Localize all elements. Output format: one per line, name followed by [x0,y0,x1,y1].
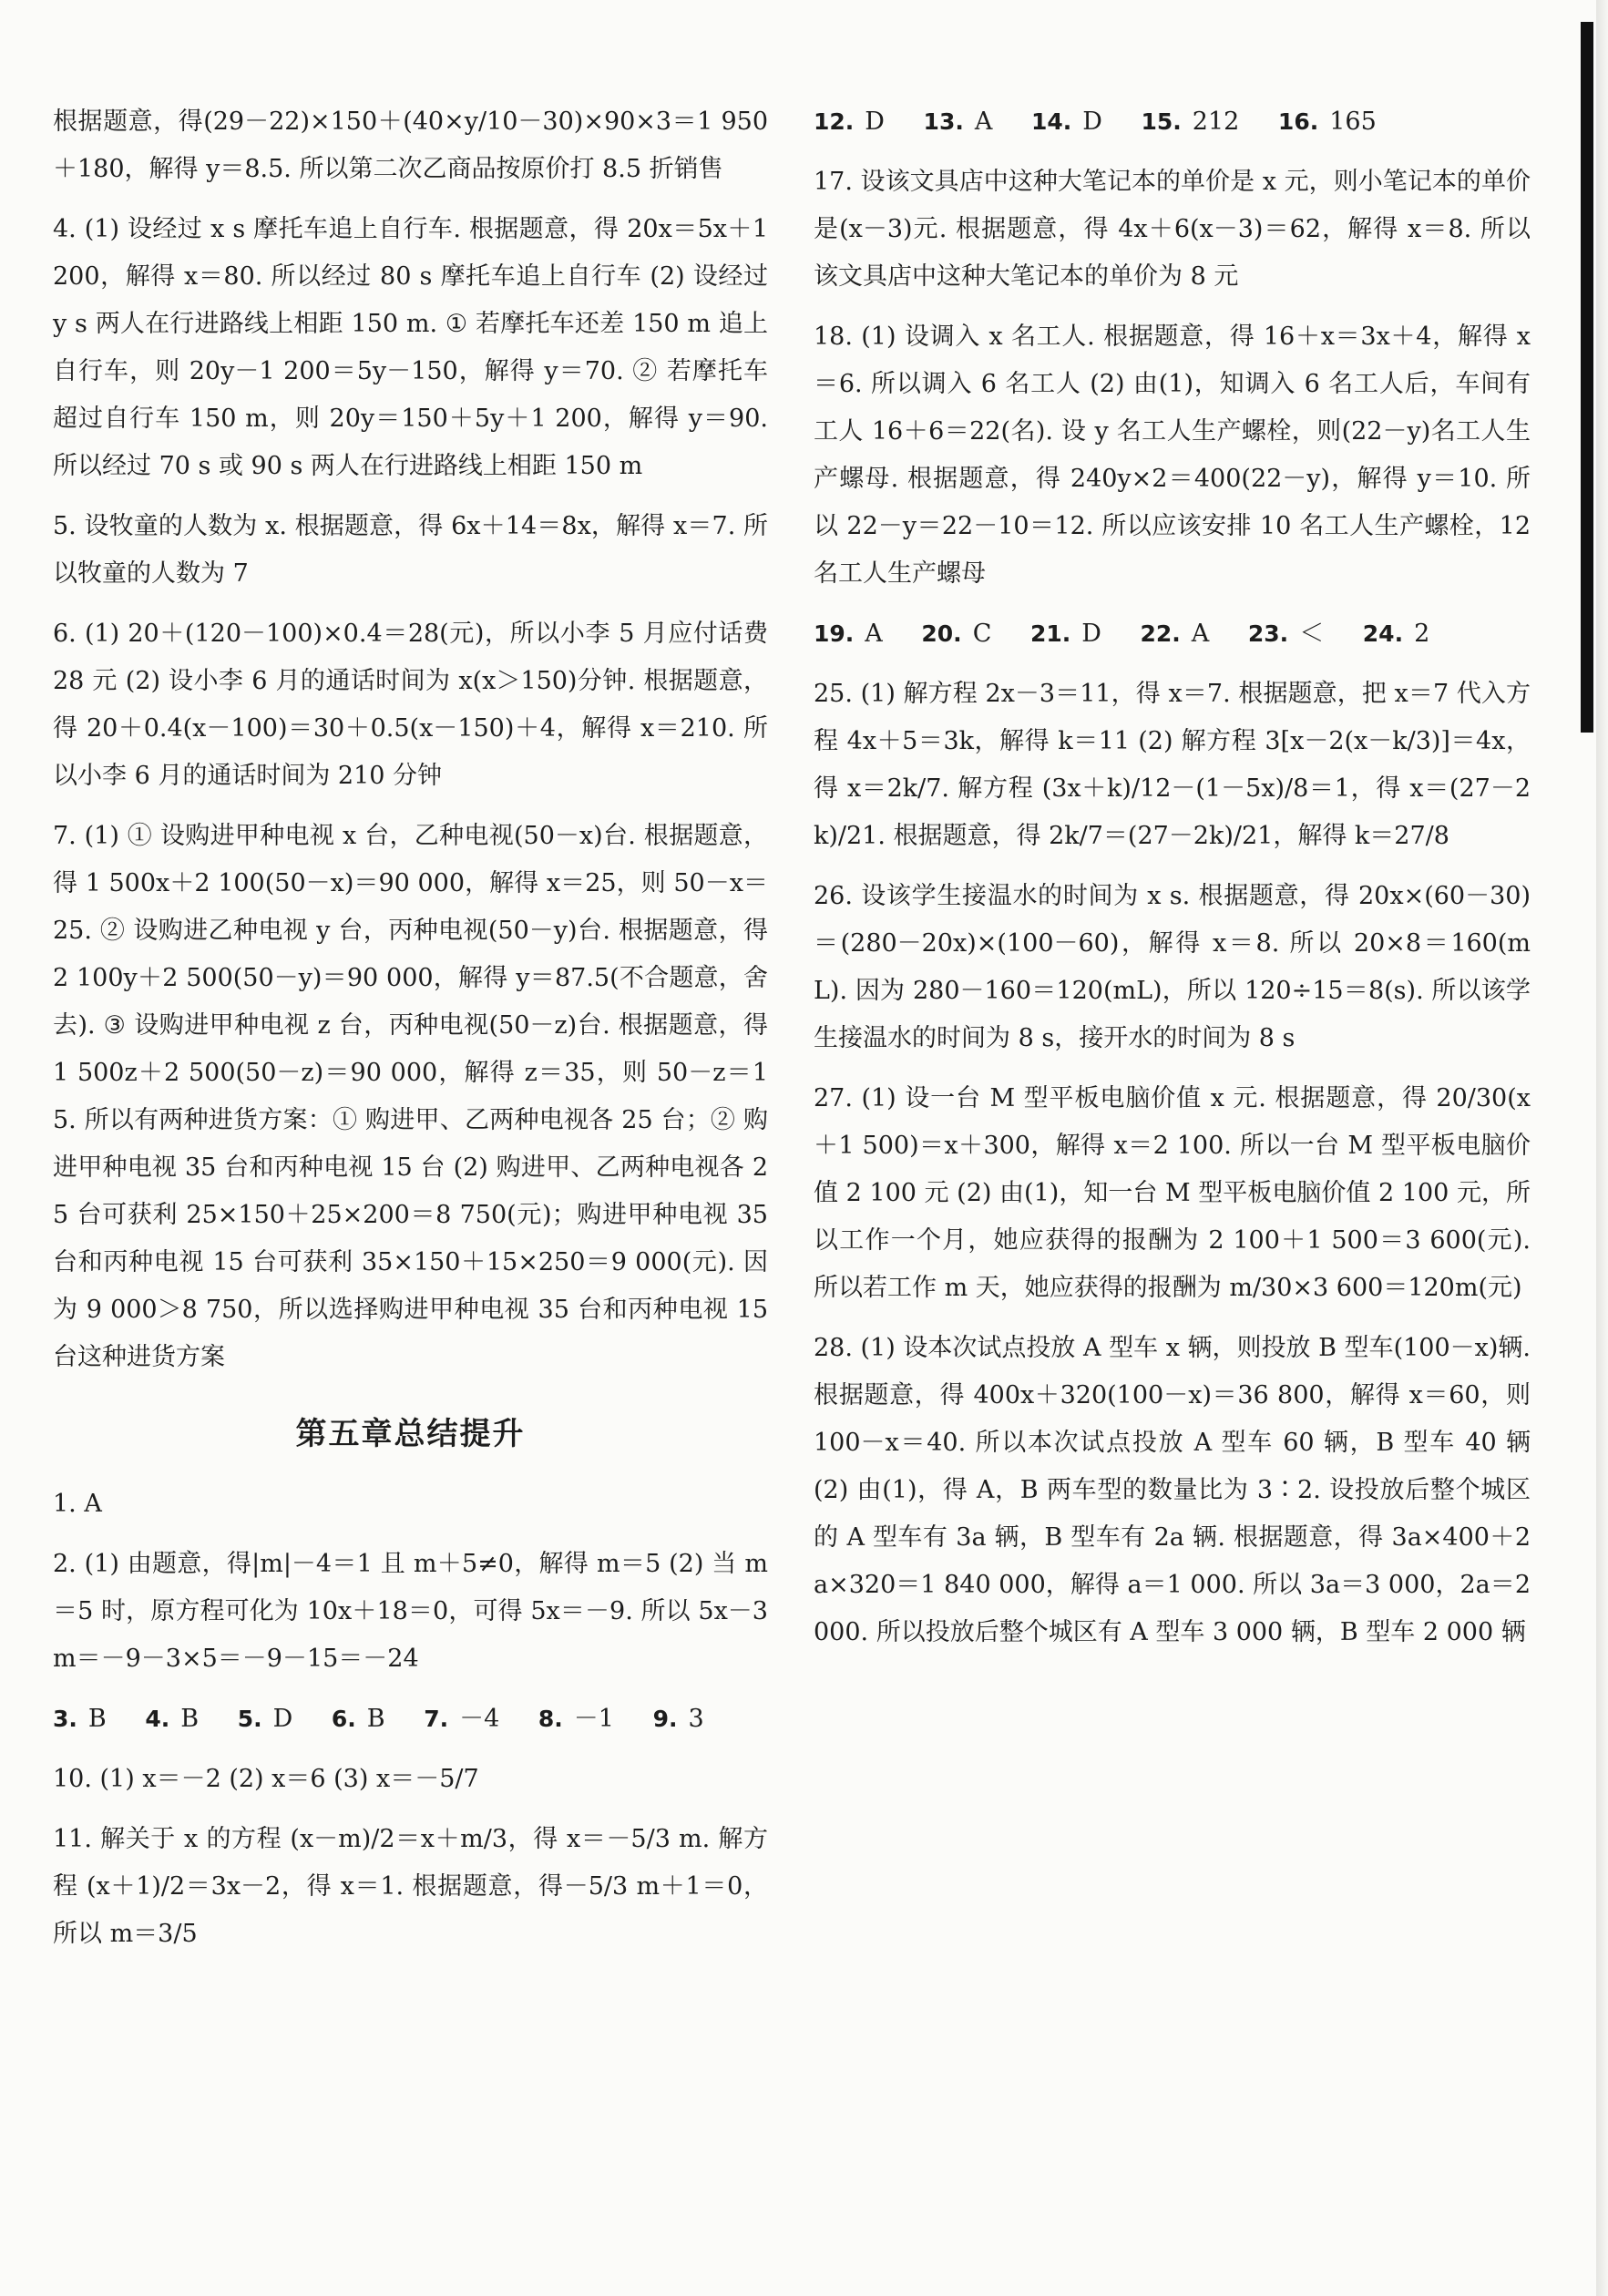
summary-q28: 28. (1) 设本次试点投放 A 型车 x 辆，则投放 B 型车(100－x)辆. 根据题意，得 400x＋320(100－x)＝36 800，解得 x＝60，则 100－x＝40. 所以本次试点投放 A 型车 60 辆，B 型车 40 辆 (2) 由(1)，得 A，B 两车型的数量比为 3∶2. 设投放后整个城区的 A 型车有 3a 辆，B 型车有 2a 辆. 根据题意，得 3a×400＋2a×320＝1 840 000，解得 a＝1 000. 所以 3a＝3 000，2a＝2 000. 所以投放后整个城区有 A 型车 3 000 辆，B 型车 2 000 辆 [814,1334,1531,1646]
choice-item: 15. 212 [1141,108,1240,136]
answer-q4: 4. (1) 设经过 x s 摩托车追上自行车. 根据题意，得 20x＝5x＋1 200，解得 x＝80. 所以经过 80 s 摩托车追上自行车 (2) 设经过 y s 两人在行进路线上相距 150 m. ① 若摩托车还差 150 m 追上自行车，则 20y－1 200＝5y－150，解得 y＝70. ② 若摩托车超过自行车 150 m，则 20y＝150＋5y＋1 200，解得 y＝90. 所以经过 70 s 或 90 s 两人在行进路线上相距 150 m [53,215,768,480]
choice-item: 13. A [923,108,993,136]
choice-item: 14. D [1030,108,1102,136]
choice-item: 21. D [1029,620,1101,648]
summary-q12-16-row [814,98,1531,146]
choice-item: 24. 2 [1362,620,1430,648]
choice-item: 16. 165 [1277,108,1377,136]
page-edge-shadow [1596,0,1608,2296]
choice-item: 12. D [814,108,885,136]
choice-item: 7. －4 [424,1705,500,1733]
summary-q2: 2. (1) 由题意，得|m|－4＝1 且 m＋5≠0，解得 m＝5 (2) 当 m＝5 时，原方程可化为 10x＋18＝0，可得 5x＝－9. 所以 5x－3m＝－9－3×5＝－9－15＝－24 [53,1550,768,1673]
choice-item: 8. －1 [538,1705,614,1733]
summary-q10: 10. (1) x＝－2 (2) x＝6 (3) x＝－5/7 [53,1765,479,1793]
answer-q5: 5. 设牧童的人数为 x. 根据题意，得 6x＋14＝8x，解得 x＝7. 所以牧童的人数为 7 [53,512,768,588]
summary-q26: 26. 设该学生接温水的时间为 x s. 根据题意，得 20x×(60－30)＝(280－20x)×(100－60)，解得 x＝8. 所以 20×8＝160(mL). 因为 280－160＝120(mL)，所以 120÷15＝8(s). 所以该学生接温水的时间为 8 s，接开水的时间为 8 s [814,882,1531,1052]
choice-item: 4. B [145,1705,200,1733]
choice-item: 22. A [1140,620,1210,648]
choice-item: 23. ＜ [1247,620,1325,648]
summary-q27: 27. (1) 设一台 M 型平板电脑价值 x 元. 根据题意，得 20/30(x＋1 500)＝x＋300，解得 x＝2 100. 所以一台 M 型平板电脑价值 2 100 元 (2) 由(1)，知一台 M 型平板电脑价值 2 100 元，所以工作一个月，她应获得的报酬为 2 100＋1 500＝3 600(元). 所以若工作 m 天，她应获得的报酬为 m/30×3 600＝120m(元) [814,1084,1531,1302]
summary-q11: 11. 解关于 x 的方程 (x－m)/2＝x＋m/3，得 x＝－5/3 m. 解方程 (x＋1)/2＝3x－2，得 x＝1. 根据题意，得－5/3 m＋1＝0，所以 m＝3/5 [53,1825,768,1948]
choice-item: 6. B [331,1705,385,1733]
answer-q3-continued: 根据题意，得(29－22)×150＋(40×y/10－30)×90×3＝1 950＋180，解得 y＝8.5. 所以第二次乙商品按原价打 8.5 折销售 [53,108,768,183]
right-column [814,98,1531,1669]
chapter-summary-heading: 第五章总结提升 [295,1416,526,1452]
choice-item: 19. A [814,620,883,648]
summary-q1: 1. A [53,1490,102,1518]
choice-item: 3. B [53,1705,107,1733]
choice-item: 20. C [921,620,992,648]
summary-q19-24-row [814,610,1531,658]
choice-item: 9. 3 [652,1705,704,1733]
summary-q3-9-row [53,1696,768,1743]
summary-q18: 18. (1) 设调入 x 名工人. 根据题意，得 16＋x＝3x＋4，解得 x＝6. 所以调入 6 名工人 (2) 由(1)，知调入 6 名工人后，车间有工人 16＋6＝22(名). 设 y 名工人生产螺栓，则(22－y)名工人生产螺母. 根据题意，得 240y×2＝400(22－y)，解得 y＝10. 所以 22－y＝22－10＝12. 所以应该安排 10 名工人生产螺栓，12 名工人生产螺母 [814,323,1531,588]
page-binding-edge [1581,22,1593,733]
choice-item: 5. D [237,1705,293,1733]
answer-q6: 6. (1) 20＋(120－100)×0.4＝28(元)，所以小李 5 月应付话费 28 元 (2) 设小李 6 月的通话时间为 x(x＞150)分钟. 根据题意，得 20＋0.4(x－100)＝30＋0.5(x－150)＋4，解得 x＝210. 所以小李 6 月的通话时间为 210 分钟 [53,620,768,790]
summary-q17: 17. 设该文具店中这种大笔记本的单价是 x 元，则小笔记本的单价是(x－3)元. 根据题意，得 4x＋6(x－3)＝62，解得 x＝8. 所以该文具店中这种大笔记本的单价为 8 元 [814,168,1531,291]
answer-q7: 7. (1) ① 设购进甲种电视 x 台，乙种电视(50－x)台. 根据题意，得 1 500x＋2 100(50－x)＝90 000，解得 x＝25，则 50－x＝25. ② 设购进乙种电视 y 台，丙种电视(50－y)台. 根据题意，得 2 100y＋2 500(50－y)＝90 000，解得 y＝87.5(不合题意，舍去). ③ 设购进甲种电视 z 台，丙种电视(50－z)台. 根据题意，得 1 500z＋2 500(50－z)＝90 000，解得 z＝35，则 50－z＝15. 所以有两种进货方案：① 购进甲、乙两种电视各 25 台；② 购进甲种电视 35 台和丙种电视 15 台 (2) 购进甲、乙两种电视各 25 台可获利 25×150＋25×200＝8 750(元)；购进甲种电视 35 台和丙种电视 15 台可获利 35×150＋15×250＝9 000(元). 因为 9 000＞8 750，所以选择购进甲种电视 35 台和丙种电视 15 台这种进货方案 [53,822,768,1371]
left-column [53,98,768,1971]
summary-q25: 25. (1) 解方程 2x－3＝11，得 x＝7. 根据题意，把 x＝7 代入方程 4x＋5＝3k，解得 k＝11 (2) 解方程 3[x－2(x－k/3)]＝4x，得 x＝2k/7. 解方程 (3x＋k)/12－(1－5x)/8＝1，得 x＝(27－2k)/21. 根据题意，得 2k/7＝(27－2k)/21，解得 k＝27/8 [814,680,1531,850]
